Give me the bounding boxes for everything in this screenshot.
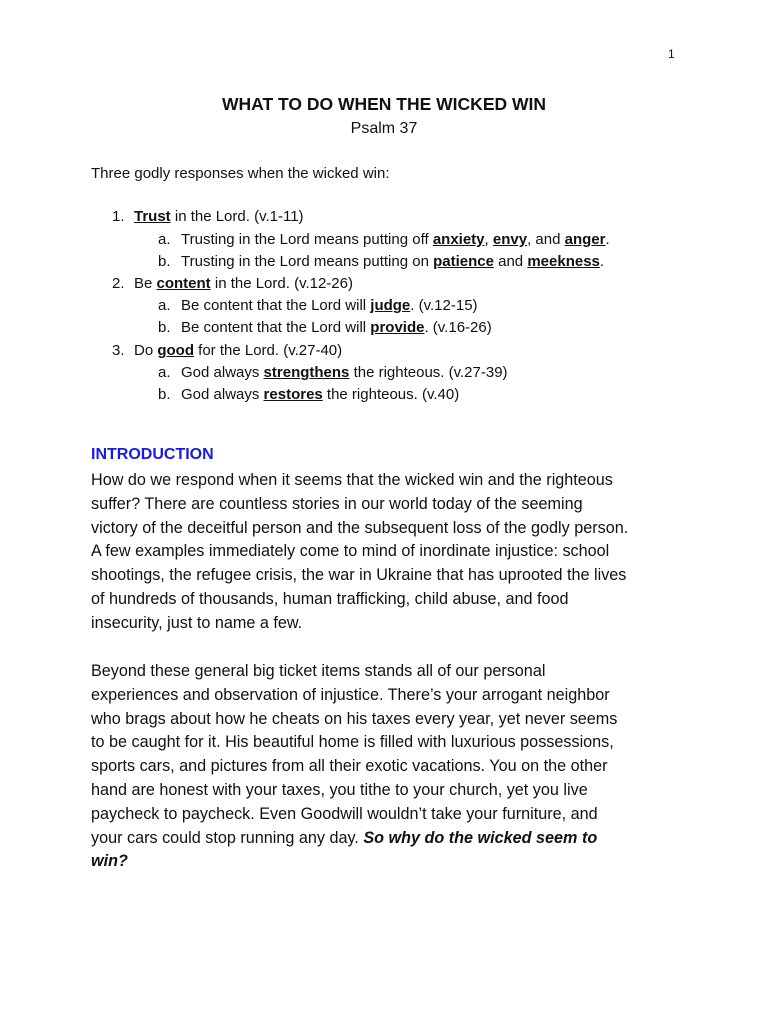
outline-item-2b	[158, 319, 492, 336]
outline-text: .	[599, 253, 605, 270]
paragraph-line	[91, 827, 691, 851]
outline-text: the righteous. (v.40)	[322, 386, 460, 403]
paragraph-line: suffer? There are countless stories in our world today of the seeming	[91, 494, 583, 513]
outline-item-1a	[158, 231, 610, 248]
outline-text: in the Lord. (v.1-11)	[170, 208, 304, 225]
outline-text: . (v.12-15)	[410, 297, 478, 314]
outline-item-1b	[158, 253, 604, 270]
outline-number: 1.	[112, 208, 125, 225]
outline-text: Trusting in the Lord means putting off	[181, 231, 433, 248]
keyword: restores	[263, 386, 323, 403]
paragraph-line: of hundreds of thousands, human trafficking, child abuse, and food	[91, 589, 569, 608]
paragraph-line: sports cars, and pictures from all their exotic vacations. You on the other	[91, 757, 608, 776]
section-heading: INTRODUCTION	[91, 446, 214, 463]
paragraph-2	[91, 660, 691, 874]
document-subtitle: Psalm 37	[350, 120, 418, 137]
keyword: judge	[370, 297, 411, 314]
paragraph-line: A few examples immediately come to mind of inordinate injustice: school	[91, 542, 610, 561]
outline-item-2a	[158, 297, 478, 314]
outline-text: for the Lord. (v.27-40)	[194, 342, 343, 359]
outline-item-1	[112, 208, 304, 225]
paragraph-line: who brags about how he cheats on his taxes every year, yet never seems	[91, 709, 618, 728]
outline-text: God always	[181, 364, 264, 381]
outline-text: Trusting in the Lord means putting on	[181, 253, 434, 270]
paragraph-1	[91, 469, 691, 636]
outline-letter: a.	[158, 297, 171, 314]
document-title: WHAT TO DO WHEN THE WICKED WIN	[221, 94, 547, 114]
keyword: meekness	[527, 253, 600, 270]
keyword: envy	[492, 231, 528, 248]
emphasis-question-end: win?	[91, 852, 128, 871]
paragraph-line: How do we respond when it seems that the wicked win and the righteous	[91, 471, 613, 489]
page-number: 1	[668, 47, 675, 61]
paragraph-text: your cars could stop running any day.	[91, 828, 364, 847]
outline-number: 2.	[112, 275, 125, 292]
outline-letter: b.	[158, 386, 171, 403]
paragraph-line: to be caught for it. His beautiful home is filled with luxurious possessions,	[91, 733, 614, 752]
outline-text: Do	[134, 342, 158, 359]
paragraph-line: Beyond these general big ticket items stands all of our personal	[91, 662, 546, 680]
keyword: good	[157, 342, 194, 359]
outline-text: ,	[484, 231, 493, 248]
outline-text: Be content that the Lord will	[181, 319, 371, 336]
keyword: provide	[370, 319, 425, 336]
paragraph-line: paycheck to paycheck. Even Goodwill wouldn’t take your furniture, and	[91, 804, 598, 823]
intro-line: Three godly responses when the wicked win:	[91, 165, 390, 182]
outline-text: , and	[527, 231, 565, 248]
paragraph-line: victory of the deceitful person and the subsequent loss of the godly person.	[91, 518, 629, 537]
paragraph-line: hand are honest with your taxes, you tithe to your church, yet you live	[91, 780, 588, 799]
outline-letter: b.	[158, 319, 171, 336]
paragraph-line: insecurity, just to name a few.	[91, 613, 303, 632]
keyword: anger	[564, 231, 606, 248]
outline-text: .	[605, 231, 610, 248]
keyword: content	[156, 275, 211, 292]
outline-letter: a.	[158, 364, 171, 381]
outline-text: and	[493, 253, 528, 270]
outline-text: Be content that the Lord will	[181, 297, 371, 314]
outline-text: . (v.16-26)	[424, 319, 492, 336]
emphasis-question: So why do the wicked seem to	[363, 828, 598, 847]
keyword: strengthens	[263, 364, 350, 381]
outline-text: the righteous. (v.27-39)	[349, 364, 508, 381]
outline-text: in the Lord. (v.12-26)	[210, 275, 353, 292]
keyword: patience	[433, 253, 494, 270]
keyword: anxiety	[432, 231, 485, 248]
paragraph-line: shootings, the refugee crisis, the war in Ukraine that has uprooted the lives	[91, 566, 627, 585]
outline-letter: b.	[158, 253, 171, 270]
paragraph-line: experiences and observation of injustice. There’s your arrogant neighbor	[91, 685, 610, 704]
outline-item-2	[112, 275, 353, 292]
keyword: Trust	[134, 208, 171, 225]
outline-text: Be	[134, 275, 157, 292]
outline-item-3b	[158, 386, 459, 403]
outline-item-3	[112, 342, 342, 359]
paragraph-line	[91, 850, 691, 874]
outline-letter: a.	[158, 231, 171, 248]
outline-text: God always	[181, 386, 264, 403]
outline-item-3a	[158, 364, 508, 381]
outline-number: 3.	[112, 342, 125, 359]
